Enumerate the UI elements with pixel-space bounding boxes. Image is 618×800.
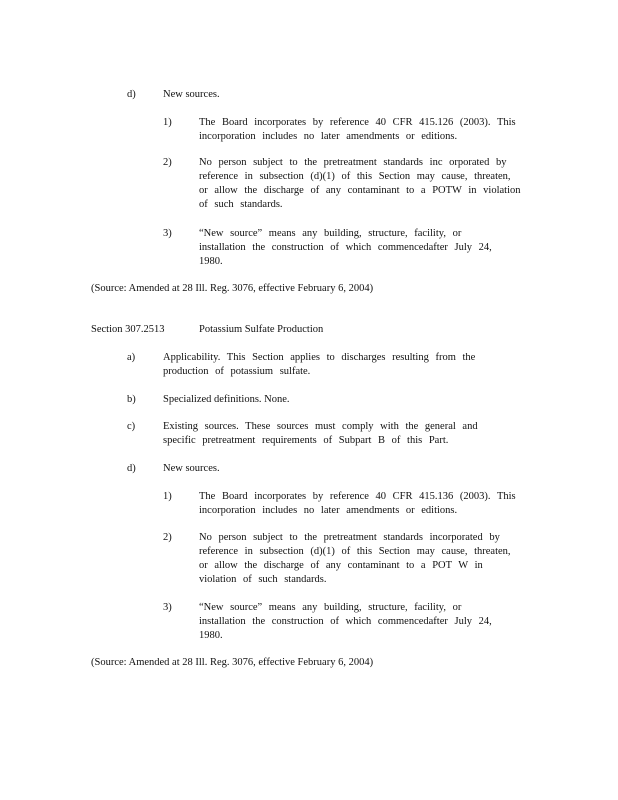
subitem-3-label: 3) [163, 602, 172, 613]
item-c-label: c) [127, 421, 136, 432]
source-note: (Source: Amended at 28 Ill. Reg. 3076, effective February 6, 2004) [91, 657, 374, 668]
subitem-1-label: 1) [163, 491, 172, 502]
subitem-3-label: 3) [163, 228, 172, 239]
item-d-label: d) [127, 89, 136, 100]
item-a-text: Applicability. This Section applies to discharges resulting from the production of potassium sulfate. [163, 352, 476, 377]
subitem-2-text: No person subject to the pretreatment standards incorporated by reference in subsection (d)(1) of this Section may cause, threaten, or allow the discharge of any contaminant to a POT W in violation of such standards. [199, 532, 511, 585]
subitem-1-text: The Board incorporates by reference 40 CFR 415.126 (2003). This incorporation includes no later amendments or editions. [199, 117, 516, 142]
subitem-1-text: The Board incorporates by reference 40 CFR 415.136 (2003). This incorporation includes no later amendments or editions. [199, 491, 516, 516]
subitem-2-text: No person subject to the pretreatment standards inc orporated by reference in subsection (d)(1) of this Section may cause, threaten, or allow the discharge of any contaminant to a POTW in violation of such standards. [199, 157, 521, 210]
item-d-label: d) [127, 463, 136, 474]
section-title: Potassium Sulfate Production [199, 324, 324, 335]
item-d-heading: New sources. [163, 463, 220, 474]
item-a-label: a) [127, 352, 136, 363]
subitem-3-text: “New source” means any building, structure, facility, or installation the construction of which commencedafter July 24, 1980. [199, 602, 492, 641]
subitem-3-text: “New source” means any building, structure, facility, or installation the construction of which commencedafter July 24, 1980. [199, 228, 492, 267]
item-b-text: Specialized definitions. None. [163, 394, 290, 405]
subitem-2-label: 2) [163, 532, 172, 543]
source-note: (Source: Amended at 28 Ill. Reg. 3076, effective February 6, 2004) [91, 283, 374, 294]
item-c-text: Existing sources. These sources must comply with the general and specific pretreatment requirements of Subpart B of this Part. [163, 421, 478, 446]
subitem-2-label: 2) [163, 157, 172, 168]
subitem-1-label: 1) [163, 117, 172, 128]
item-b-label: b) [127, 394, 136, 405]
section-number: Section 307.2513 [91, 324, 165, 335]
item-d-heading: New sources. [163, 89, 220, 100]
